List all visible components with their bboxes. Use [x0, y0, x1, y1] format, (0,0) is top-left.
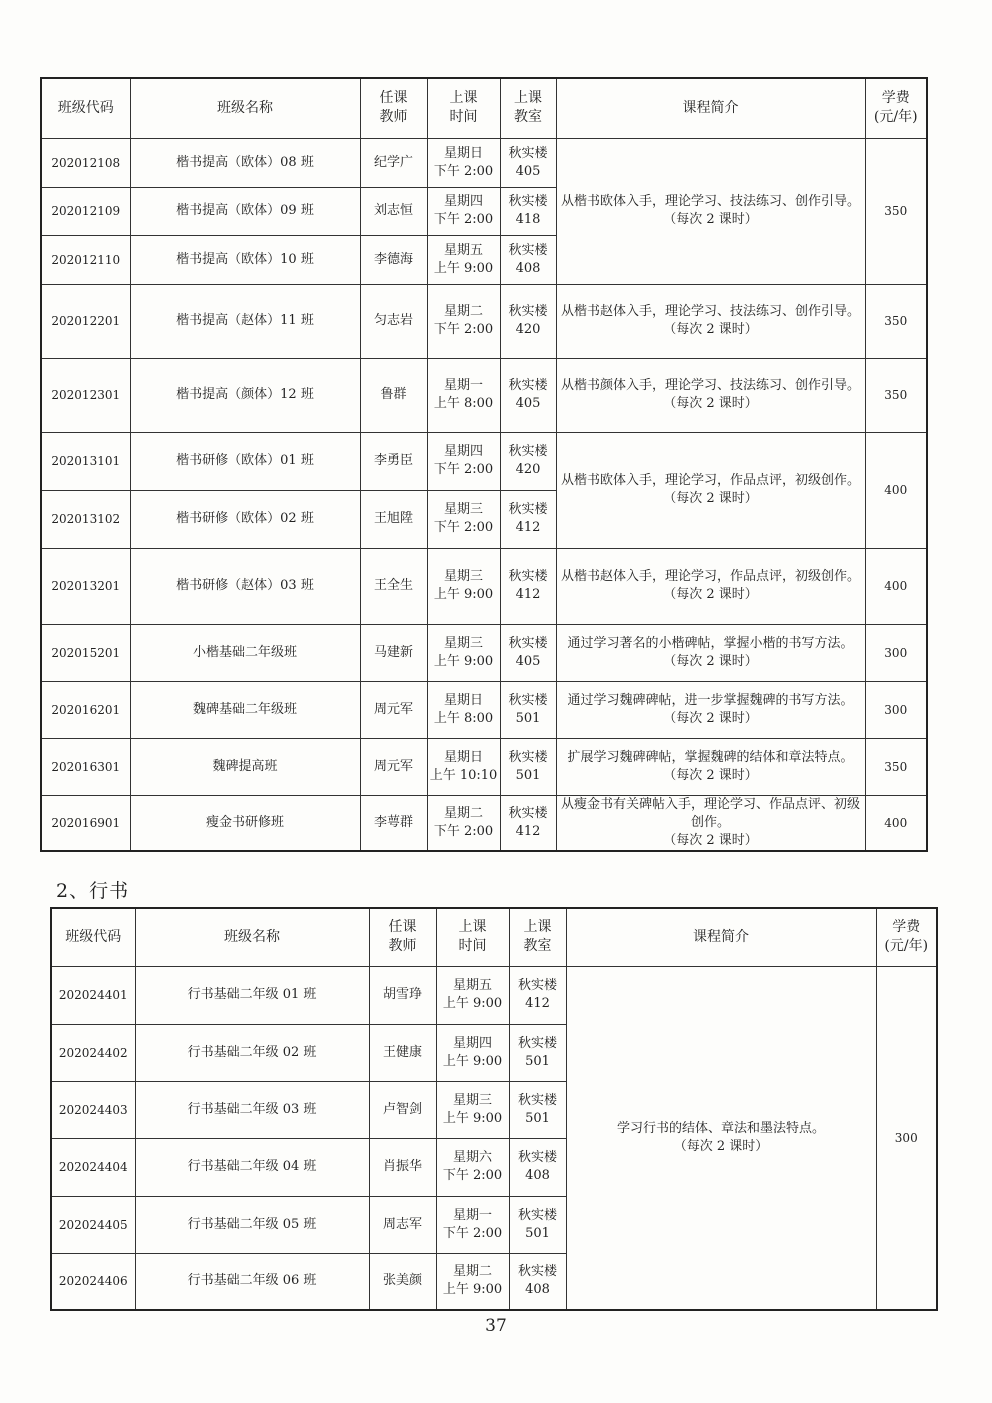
- course-intro-text: 通过学习著名的小楷碑帖，掌握小楷的书写方法。: [567, 635, 854, 651]
- class-name-cell: 魏碑基础二年级班: [130, 681, 360, 738]
- classroom-cell: [500, 358, 556, 432]
- class-name-cell: 行书基础二年级 04 班: [135, 1138, 369, 1196]
- class-code-cell: 202012201: [41, 284, 130, 358]
- class-code-cell: 202024406: [51, 1253, 135, 1310]
- tuition-cell: 350: [865, 138, 927, 284]
- building-label: 秋实楼: [508, 749, 548, 765]
- class-name-cell: 魏碑提高班: [130, 738, 360, 795]
- header-tuition: 学费 (元/年): [865, 78, 927, 138]
- course-intro-cell: [556, 284, 865, 358]
- building-label: 秋实楼: [517, 978, 557, 993]
- tuition-cell: 350: [865, 738, 927, 795]
- class-time-cell: [436, 966, 509, 1024]
- section-heading-running-script: 2、行书: [56, 880, 130, 902]
- class-code-cell: 202024402: [51, 1024, 135, 1081]
- class-name-cell: 楷书提高（欧体）09 班: [130, 187, 360, 235]
- classroom-cell: [500, 548, 556, 624]
- teacher-cell: 王旭陞: [360, 490, 427, 548]
- time-label: 上午 9:00: [442, 996, 503, 1011]
- room-number-label: 408: [525, 1168, 550, 1183]
- class-code-cell: 202016301: [41, 738, 130, 795]
- time-label: 上午 8:00: [433, 710, 494, 726]
- course-intro-cell: [556, 548, 865, 624]
- teacher-cell: 李萼群: [360, 795, 427, 851]
- room-number-label: 501: [525, 1225, 550, 1241]
- building-label: 秋实楼: [508, 304, 548, 319]
- room-number-label: 408: [525, 1282, 550, 1298]
- teacher-cell: 周元军: [360, 738, 427, 795]
- tuition-cell: 400: [865, 795, 927, 851]
- weekday-label: 星期五: [443, 242, 483, 258]
- class-time-cell: [427, 624, 500, 681]
- course-intro-cell: [556, 681, 865, 738]
- weekday-label: 星期三: [443, 635, 483, 651]
- tuition-cell: 300: [876, 966, 937, 1310]
- teacher-cell: 李勇臣: [360, 432, 427, 490]
- header-class-time: 上课 时间: [427, 78, 500, 138]
- room-number-label: 420: [515, 322, 541, 337]
- class-name-cell: 行书基础二年级 06 班: [135, 1253, 369, 1310]
- room-number-label: 405: [515, 163, 541, 179]
- weekday-label: 星期三: [443, 569, 483, 584]
- tuition-cell: 300: [865, 624, 927, 681]
- session-note: （每次 2 课时）: [663, 212, 758, 227]
- header-course-intro: 课程简介: [566, 908, 876, 966]
- class-code-cell: 202024405: [51, 1196, 135, 1253]
- running-script-schedule-table: [50, 907, 938, 1311]
- course-intro-text: 从楷书颜体入手，理论学习、技法练习、创作引导。: [560, 378, 860, 393]
- room-number-label: 412: [515, 520, 541, 535]
- tuition-cell: 350: [865, 358, 927, 432]
- classroom-cell: [509, 1253, 566, 1310]
- course-intro-cell: [556, 358, 865, 432]
- header-course-intro: 课程简介: [556, 78, 865, 138]
- classroom-cell: [500, 432, 556, 490]
- course-intro-cell: [566, 966, 876, 1310]
- table-row: [41, 284, 927, 358]
- header-class-code: 班级代码: [51, 908, 135, 966]
- weekday-label: 星期五: [452, 978, 492, 993]
- table-row: [41, 624, 927, 681]
- class-time-cell: [427, 738, 500, 795]
- weekday-label: 星期三: [443, 502, 483, 517]
- header-class-time: 上课 时间: [436, 908, 509, 966]
- class-time-cell: [427, 284, 500, 358]
- class-time-cell: [427, 795, 500, 851]
- class-name-cell: 瘦金书研修班: [130, 795, 360, 851]
- classroom-cell: [500, 490, 556, 548]
- class-code-cell: 202016201: [41, 681, 130, 738]
- time-label: 上午 9:00: [433, 653, 494, 669]
- room-number-label: 412: [515, 823, 541, 839]
- class-code-cell: 202013102: [41, 490, 130, 548]
- tuition-cell: 350: [865, 284, 927, 358]
- classroom-cell: [500, 284, 556, 358]
- session-note: （每次 2 课时）: [663, 832, 758, 848]
- building-label: 秋实楼: [508, 569, 548, 584]
- course-intro-text: 学习行书的结体、章法和墨法特点。: [616, 1120, 825, 1136]
- weekday-label: 星期三: [452, 1092, 492, 1108]
- weekday-label: 星期六: [452, 1150, 492, 1165]
- time-label: 下午 2:00: [433, 163, 494, 179]
- building-label: 秋实楼: [508, 194, 548, 209]
- building-label: 秋实楼: [508, 242, 548, 258]
- class-name-cell: 楷书研修（欧体）02 班: [130, 490, 360, 548]
- building-label: 秋实楼: [508, 502, 548, 517]
- table-header-row: [51, 908, 937, 966]
- class-time-cell: [427, 681, 500, 738]
- course-intro-text: 从楷书欧体入手，理论学习、技法练习、创作引导。: [560, 194, 860, 209]
- weekday-label: 星期二: [452, 1264, 492, 1280]
- building-label: 秋实楼: [508, 378, 548, 393]
- classroom-cell: [500, 624, 556, 681]
- table-row: [51, 966, 937, 1024]
- time-label: 上午 9:00: [442, 1282, 503, 1298]
- session-note: （每次 2 课时）: [663, 587, 758, 602]
- session-note: （每次 2 课时）: [663, 322, 758, 337]
- course-intro-cell: [556, 432, 865, 548]
- class-time-cell: [427, 358, 500, 432]
- classroom-cell: [500, 138, 556, 187]
- course-intro-text: 从楷书赵体入手，理论学习，作品点评，初级创作。: [560, 569, 860, 584]
- course-intro-cell: [556, 795, 865, 851]
- session-note: （每次 2 课时）: [663, 396, 758, 411]
- header-tuition: 学费 (元/年): [876, 908, 937, 966]
- room-number-label: 405: [515, 653, 541, 669]
- class-time-cell: [436, 1081, 509, 1138]
- class-code-cell: 202024404: [51, 1138, 135, 1196]
- teacher-cell: 周志军: [369, 1196, 436, 1253]
- class-time-cell: [436, 1024, 509, 1081]
- teacher-cell: 鲁群: [360, 358, 427, 432]
- classroom-cell: [500, 235, 556, 284]
- table-row: [41, 738, 927, 795]
- class-code-cell: 202015201: [41, 624, 130, 681]
- header-classroom: 上课 教室: [500, 78, 556, 138]
- class-time-cell: [427, 490, 500, 548]
- class-code-cell: 202024403: [51, 1081, 135, 1138]
- time-label: 上午 10:10: [429, 767, 498, 783]
- classroom-cell: [500, 187, 556, 235]
- classroom-cell: [509, 966, 566, 1024]
- table-row: [41, 795, 927, 851]
- building-label: 秋实楼: [517, 1207, 557, 1223]
- teacher-cell: 胡雪琤: [369, 966, 436, 1024]
- time-label: 下午 2:00: [433, 823, 494, 839]
- building-label: 秋实楼: [517, 1264, 557, 1280]
- session-note: （每次 2 课时）: [663, 767, 758, 783]
- class-name-cell: 楷书提高（赵体）11 班: [130, 284, 360, 358]
- building-label: 秋实楼: [508, 805, 548, 821]
- room-number-label: 420: [515, 462, 541, 477]
- session-note: （每次 2 课时）: [663, 653, 758, 669]
- table-row: [41, 432, 927, 490]
- class-code-cell: 202013201: [41, 548, 130, 624]
- header-class-name: 班级名称: [130, 78, 360, 138]
- class-code-cell: 202012108: [41, 138, 130, 187]
- classroom-cell: [509, 1138, 566, 1196]
- weekday-label: 星期四: [452, 1035, 492, 1051]
- class-name-cell: 楷书提高（欧体）08 班: [130, 138, 360, 187]
- class-name-cell: 楷书研修（赵体）03 班: [130, 548, 360, 624]
- teacher-cell: 李德海: [360, 235, 427, 284]
- course-intro-text: 从楷书欧体入手，理论学习，作品点评，初级创作。: [560, 473, 860, 488]
- header-teacher: 任课 教师: [369, 908, 436, 966]
- course-intro-cell: [556, 738, 865, 795]
- class-name-cell: 楷书提高（欧体）10 班: [130, 235, 360, 284]
- classroom-cell: [509, 1081, 566, 1138]
- class-name-cell: 行书基础二年级 05 班: [135, 1196, 369, 1253]
- weekday-label: 星期四: [443, 194, 483, 209]
- teacher-cell: 纪学广: [360, 138, 427, 187]
- class-name-cell: 行书基础二年级 02 班: [135, 1024, 369, 1081]
- weekday-label: 星期日: [443, 692, 483, 708]
- weekday-label: 星期二: [443, 805, 483, 821]
- course-intro-cell: [556, 138, 865, 284]
- regular-script-schedule-table: [40, 77, 928, 852]
- tuition-cell: 300: [865, 681, 927, 738]
- table-header-row: [41, 78, 927, 138]
- class-name-cell: 楷书提高（颜体）12 班: [130, 358, 360, 432]
- building-label: 秋实楼: [508, 692, 548, 708]
- session-note: （每次 2 课时）: [663, 710, 758, 726]
- tuition-cell: 400: [865, 548, 927, 624]
- building-label: 秋实楼: [517, 1035, 557, 1051]
- teacher-cell: 王全生: [360, 548, 427, 624]
- room-number-label: 418: [515, 212, 541, 227]
- teacher-cell: 肖振华: [369, 1138, 436, 1196]
- header-classroom: 上课 教室: [509, 908, 566, 966]
- table-row: [41, 548, 927, 624]
- course-intro-cell: [556, 624, 865, 681]
- header-class-code: 班级代码: [41, 78, 130, 138]
- weekday-label: 星期日: [443, 749, 483, 765]
- weekday-label: 星期一: [452, 1207, 492, 1223]
- class-code-cell: 202012109: [41, 187, 130, 235]
- header-teacher: 任课 教师: [360, 78, 427, 138]
- class-time-cell: [427, 187, 500, 235]
- teacher-cell: 王健康: [369, 1024, 436, 1081]
- time-label: 上午 8:00: [433, 396, 494, 411]
- room-number-label: 501: [525, 1110, 550, 1126]
- class-name-cell: 小楷基础二年级班: [130, 624, 360, 681]
- tuition-cell: 400: [865, 432, 927, 548]
- room-number-label: 408: [515, 260, 541, 276]
- time-label: 上午 9:00: [442, 1053, 503, 1069]
- classroom-cell: [500, 795, 556, 851]
- teacher-cell: 卢智剑: [369, 1081, 436, 1138]
- room-number-label: 412: [515, 587, 541, 602]
- teacher-cell: 周元军: [360, 681, 427, 738]
- room-number-label: 405: [515, 396, 541, 411]
- course-intro-text: 扩展学习魏碑碑帖，掌握魏碑的结体和章法特点。: [567, 749, 854, 765]
- table-row: [41, 681, 927, 738]
- class-name-cell: 行书基础二年级 01 班: [135, 966, 369, 1024]
- time-label: 下午 2:00: [442, 1225, 503, 1241]
- table-row: [41, 138, 927, 187]
- time-label: 上午 9:00: [433, 260, 494, 276]
- class-code-cell: 202016901: [41, 795, 130, 851]
- page-number: 37: [485, 1316, 507, 1336]
- table-row: [41, 358, 927, 432]
- class-time-cell: [427, 138, 500, 187]
- teacher-cell: 匀志岩: [360, 284, 427, 358]
- room-number-label: 501: [525, 1053, 550, 1069]
- session-note: （每次 2 课时）: [673, 1138, 769, 1154]
- class-time-cell: [436, 1253, 509, 1310]
- building-label: 秋实楼: [508, 444, 548, 459]
- weekday-label: 星期一: [443, 378, 483, 393]
- session-note: （每次 2 课时）: [663, 491, 758, 506]
- class-name-cell: 行书基础二年级 03 班: [135, 1081, 369, 1138]
- classroom-cell: [509, 1196, 566, 1253]
- classroom-cell: [500, 738, 556, 795]
- classroom-cell: [509, 1024, 566, 1081]
- room-number-label: 501: [515, 710, 541, 726]
- class-code-cell: 202013101: [41, 432, 130, 490]
- time-label: 下午 2:00: [433, 212, 494, 227]
- room-number-label: 412: [525, 996, 550, 1011]
- building-label: 秋实楼: [508, 635, 548, 651]
- class-code-cell: 202012110: [41, 235, 130, 284]
- time-label: 下午 2:00: [433, 322, 494, 337]
- class-name-cell: 楷书研修（欧体）01 班: [130, 432, 360, 490]
- course-intro-text: 通过学习魏碑碑帖，进一步掌握魏碑的书写方法。: [567, 692, 854, 708]
- class-time-cell: [427, 432, 500, 490]
- building-label: 秋实楼: [517, 1092, 557, 1108]
- class-code-cell: 202024401: [51, 966, 135, 1024]
- class-time-cell: [427, 235, 500, 284]
- teacher-cell: 张美颜: [369, 1253, 436, 1310]
- building-label: 秋实楼: [517, 1150, 557, 1165]
- class-time-cell: [427, 548, 500, 624]
- classroom-cell: [500, 681, 556, 738]
- course-intro-text: 从瘦金书有关碑帖入手，理论学习、作品点评、初级创作。: [560, 796, 860, 830]
- header-class-name: 班级名称: [135, 908, 369, 966]
- time-label: 下午 2:00: [433, 520, 494, 535]
- teacher-cell: 刘志恒: [360, 187, 427, 235]
- weekday-label: 星期日: [443, 145, 483, 161]
- time-label: 上午 9:00: [442, 1110, 503, 1126]
- class-time-cell: [436, 1196, 509, 1253]
- building-label: 秋实楼: [508, 145, 548, 161]
- room-number-label: 501: [515, 767, 541, 783]
- time-label: 上午 9:00: [433, 587, 494, 602]
- class-code-cell: 202012301: [41, 358, 130, 432]
- weekday-label: 星期四: [443, 444, 483, 459]
- time-label: 下午 2:00: [433, 462, 494, 477]
- weekday-label: 星期二: [443, 304, 483, 319]
- teacher-cell: 马建新: [360, 624, 427, 681]
- course-intro-text: 从楷书赵体入手，理论学习、技法练习、创作引导。: [560, 304, 860, 319]
- class-time-cell: [436, 1138, 509, 1196]
- time-label: 下午 2:00: [442, 1168, 503, 1183]
